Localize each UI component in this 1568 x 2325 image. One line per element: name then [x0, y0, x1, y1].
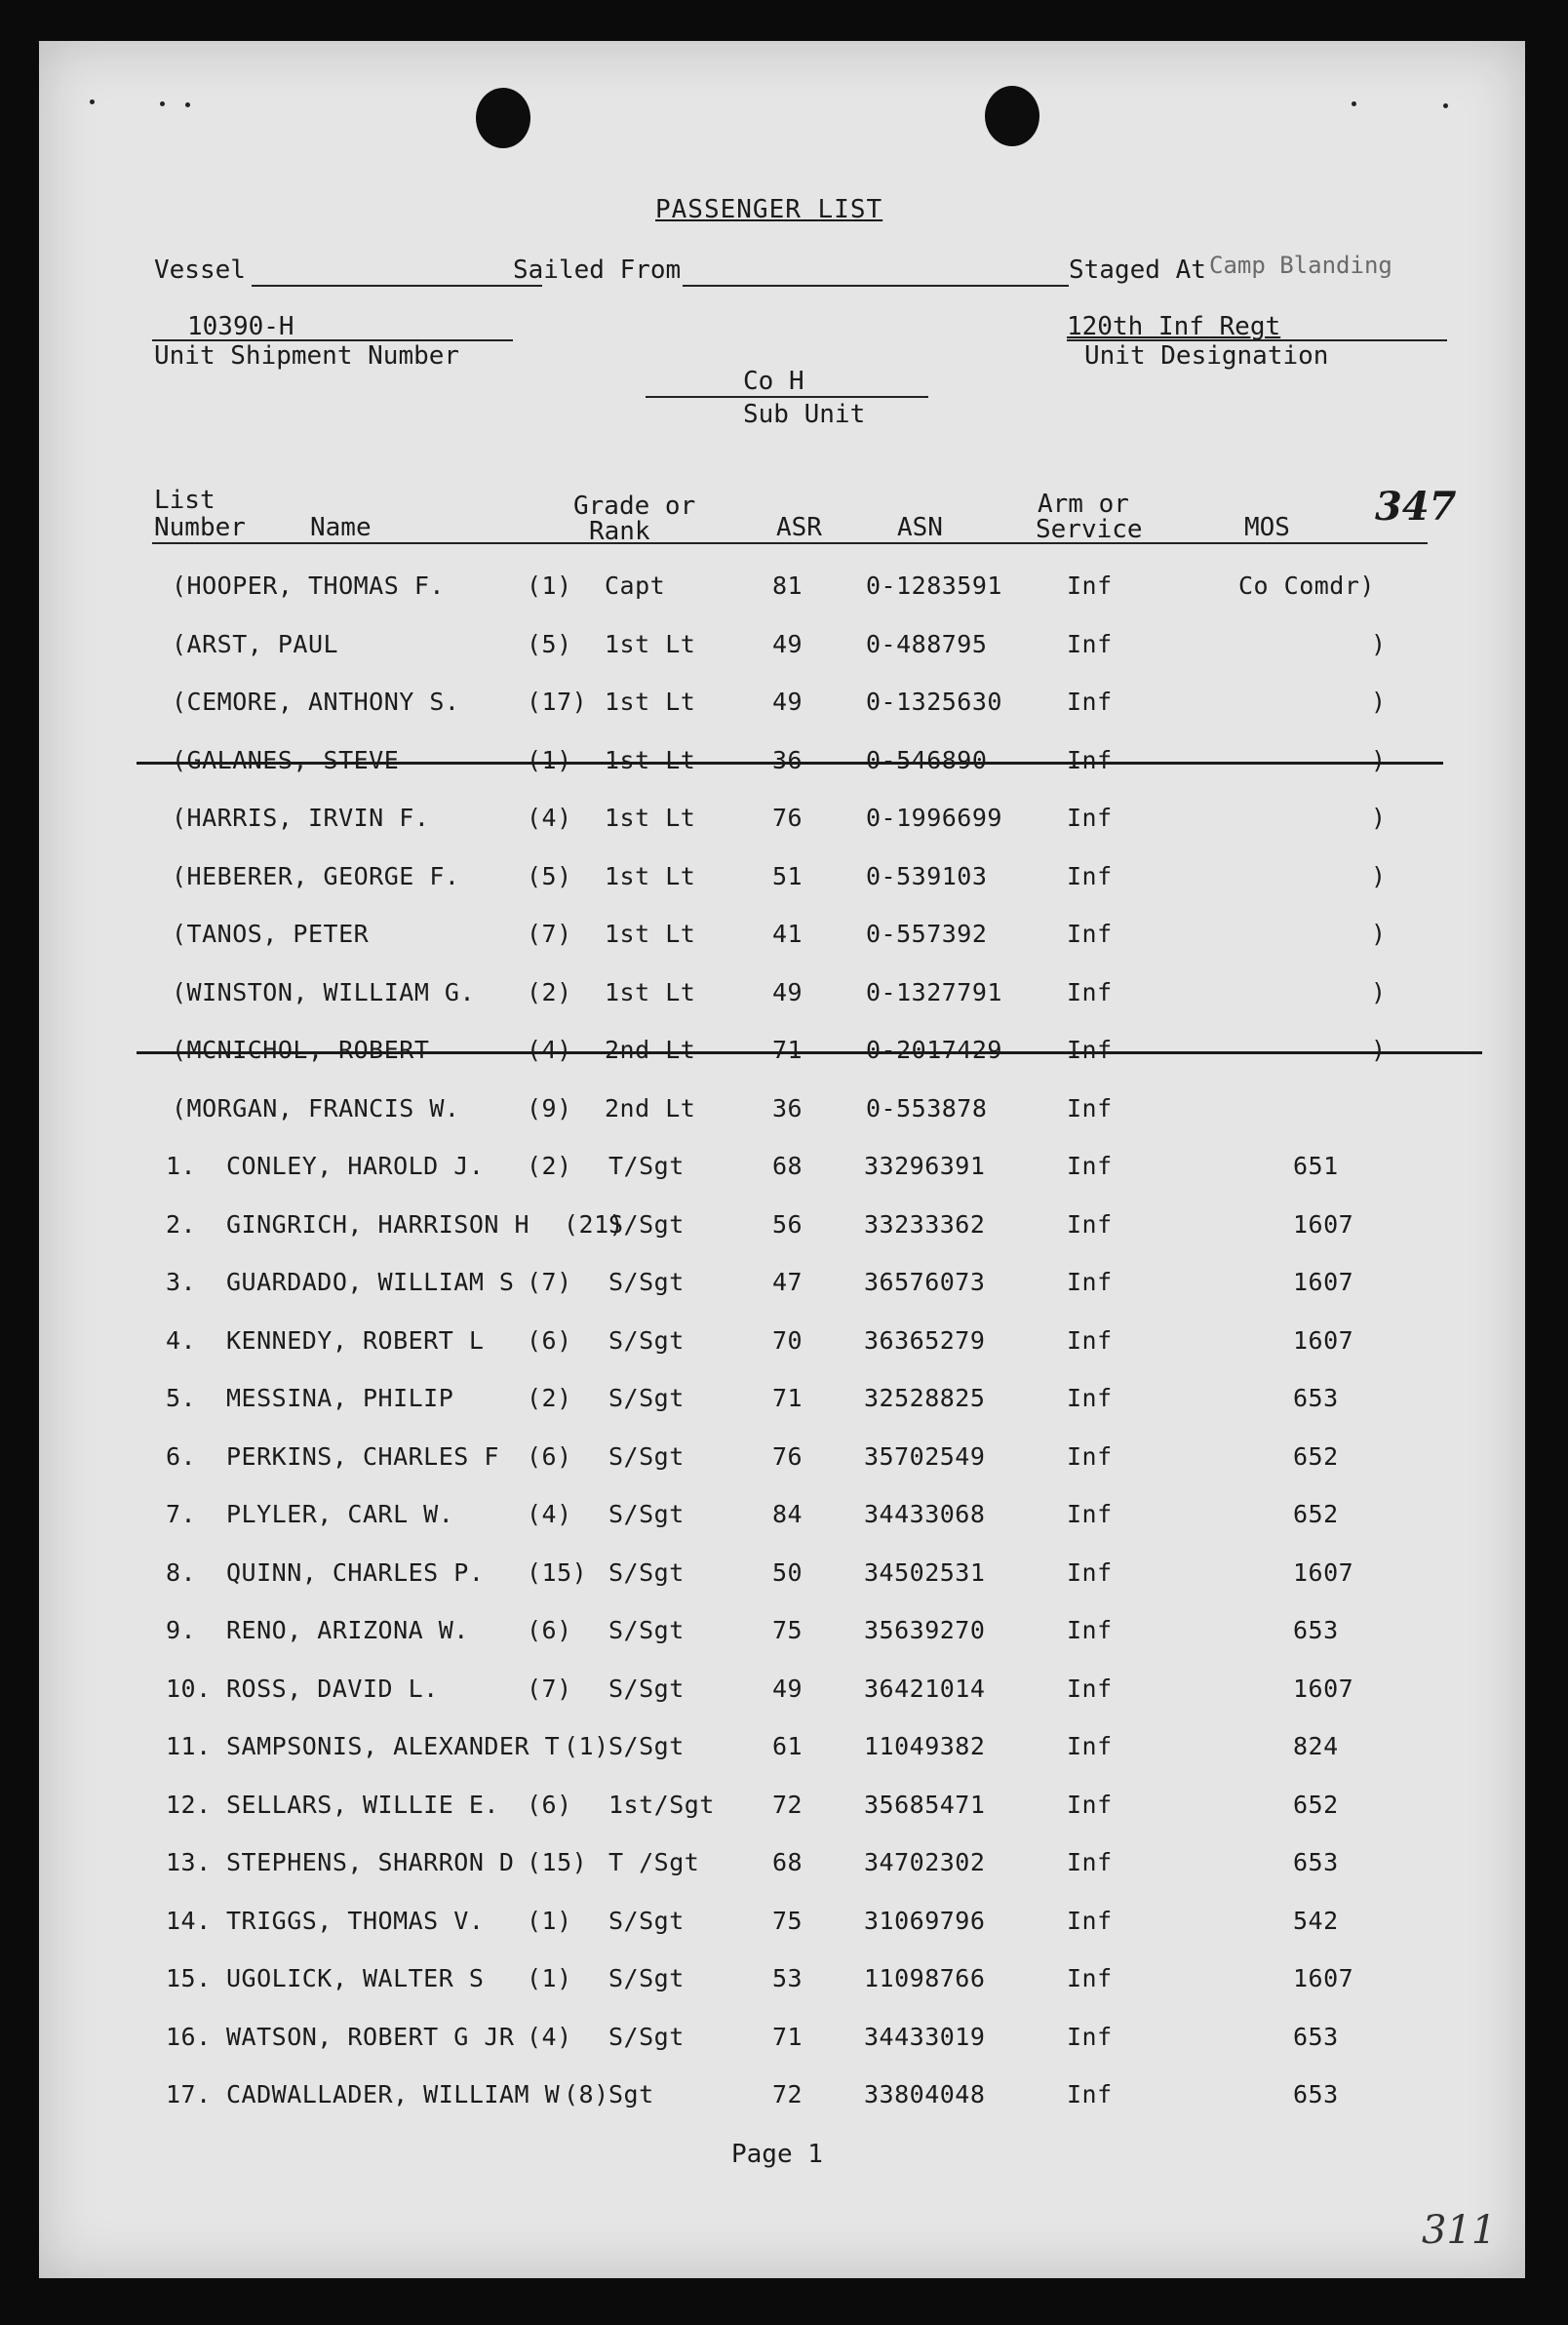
- asn-cell: 33804048: [864, 2080, 986, 2108]
- asr-cell: 49: [772, 630, 804, 658]
- name-cell: ROSS, DAVID L.: [226, 1675, 439, 1703]
- mos-cell: ): [1371, 746, 1387, 774]
- grade-cell: S/Sgt: [608, 1616, 685, 1644]
- asr-cell: 68: [772, 1848, 804, 1876]
- asn-cell: 34502531: [864, 1558, 986, 1587]
- mos-cell: 651: [1293, 1152, 1339, 1180]
- dependents-cell: (6): [527, 1326, 572, 1355]
- asr-cell: 76: [772, 804, 804, 832]
- dependents-cell: (7): [527, 1268, 572, 1296]
- col-header-asr: ASR: [776, 513, 822, 542]
- grade-cell: 2nd Lt: [605, 1036, 696, 1064]
- sailed-from-field-line: [683, 285, 1069, 287]
- mos-cell: ): [1371, 862, 1387, 890]
- grade-cell: S/Sgt: [608, 1964, 685, 1992]
- arm-cell: Inf: [1067, 1500, 1113, 1528]
- dependents-cell: (4): [527, 804, 572, 832]
- list-number-cell: 14.: [166, 1907, 212, 1935]
- mos-cell: 653: [1293, 2080, 1339, 2108]
- list-number-cell: 13.: [166, 1848, 212, 1876]
- asn-cell: 36365279: [864, 1326, 986, 1355]
- asr-cell: 71: [772, 1036, 804, 1064]
- col-header-asn: ASN: [897, 513, 943, 542]
- arm-cell: Inf: [1067, 1210, 1113, 1239]
- speck: [160, 101, 165, 106]
- arm-cell: Inf: [1067, 746, 1113, 774]
- asr-cell: 36: [772, 746, 804, 774]
- grade-cell: S/Sgt: [608, 1326, 685, 1355]
- unit-designation: 120th Inf Regt: [1067, 312, 1281, 341]
- dependents-cell: (1): [527, 1907, 572, 1935]
- name-cell: UGOLICK, WALTER S: [226, 1964, 485, 1992]
- arm-cell: Inf: [1067, 920, 1113, 948]
- grade-cell: Sgt: [608, 2080, 654, 2108]
- asn-cell: 33296391: [864, 1152, 986, 1180]
- mos-cell: 542: [1293, 1907, 1339, 1935]
- arm-cell: Inf: [1067, 1558, 1113, 1587]
- dependents-cell: (6): [527, 1442, 572, 1471]
- grade-cell: 1st Lt: [605, 688, 696, 716]
- arm-cell: Inf: [1067, 2080, 1113, 2108]
- page-number: Page 1: [731, 2140, 823, 2169]
- document-page: [39, 41, 1525, 2278]
- asn-cell: 0-1283591: [866, 571, 1002, 600]
- speck: [90, 99, 95, 104]
- grade-cell: S/Sgt: [608, 1558, 685, 1587]
- dependents-cell: (2): [527, 1152, 572, 1180]
- grade-cell: 1st Lt: [605, 630, 696, 658]
- grade-cell: S/Sgt: [608, 1732, 685, 1760]
- asr-cell: 76: [772, 1442, 804, 1471]
- speck: [1352, 101, 1356, 106]
- asr-cell: 49: [772, 1675, 804, 1703]
- dependents-cell: (9): [527, 1094, 572, 1123]
- list-number-cell: 2.: [166, 1210, 197, 1239]
- asr-cell: 72: [772, 2080, 804, 2108]
- speck: [1443, 103, 1448, 108]
- list-number-cell: 10.: [166, 1675, 212, 1703]
- unit-shipment-number: 10390-H: [187, 312, 294, 341]
- arm-cell: Inf: [1067, 1326, 1113, 1355]
- arm-cell: Inf: [1067, 1732, 1113, 1760]
- asr-cell: 49: [772, 978, 804, 1006]
- arm-cell: Inf: [1067, 1675, 1113, 1703]
- asn-cell: 35702549: [864, 1442, 986, 1471]
- asn-cell: 33233362: [864, 1210, 986, 1239]
- arm-cell: Inf: [1067, 1152, 1113, 1180]
- asn-cell: 31069796: [864, 1907, 986, 1935]
- name-cell: PERKINS, CHARLES F: [226, 1442, 499, 1471]
- mos-cell: 653: [1293, 1848, 1339, 1876]
- strikethrough-line: [137, 1051, 1482, 1054]
- dependents-cell: (4): [527, 1500, 572, 1528]
- name-cell: STEPHENS, SHARRON D: [226, 1848, 515, 1876]
- asn-cell: 34433068: [864, 1500, 986, 1528]
- arm-cell: Inf: [1067, 630, 1113, 658]
- dependents-cell: (8): [564, 2080, 609, 2108]
- name-cell: (GALANES, STEVE: [172, 746, 400, 774]
- asr-cell: 41: [772, 920, 804, 948]
- asr-cell: 53: [772, 1964, 804, 1992]
- stamp-number: 347: [1375, 484, 1457, 530]
- mos-cell: 1607: [1293, 1558, 1354, 1587]
- dependents-cell: (7): [527, 1675, 572, 1703]
- punch-hole-right: [985, 86, 1039, 146]
- name-cell: GINGRICH, HARRISON H: [226, 1210, 530, 1239]
- arm-cell: Inf: [1067, 1268, 1113, 1296]
- arm-cell: Inf: [1067, 571, 1113, 600]
- name-cell: (MORGAN, FRANCIS W.: [172, 1094, 460, 1123]
- name-cell: SAMPSONIS, ALEXANDER T: [226, 1732, 561, 1760]
- arm-cell: Inf: [1067, 1384, 1113, 1412]
- asr-cell: 72: [772, 1791, 804, 1819]
- name-cell: MESSINA, PHILIP: [226, 1384, 454, 1412]
- asr-cell: 75: [772, 1907, 804, 1935]
- asr-cell: 50: [772, 1558, 804, 1587]
- dependents-cell: (2): [527, 1384, 572, 1412]
- grade-cell: S/Sgt: [608, 1907, 685, 1935]
- grade-cell: S/Sgt: [608, 2023, 685, 2051]
- asr-cell: 71: [772, 2023, 804, 2051]
- sub-unit-line: [646, 396, 928, 398]
- name-cell: KENNEDY, ROBERT L: [226, 1326, 485, 1355]
- dependents-cell: (15): [527, 1848, 588, 1876]
- list-number-cell: 1.: [166, 1152, 197, 1180]
- list-number-cell: 4.: [166, 1326, 197, 1355]
- asn-cell: 34433019: [864, 2023, 986, 2051]
- asn-cell: 0-2017429: [866, 1036, 1002, 1064]
- asn-cell: 0-1996699: [866, 804, 1002, 832]
- asr-cell: 84: [772, 1500, 804, 1528]
- list-number-cell: 3.: [166, 1268, 197, 1296]
- mos-cell: 1607: [1293, 1675, 1354, 1703]
- arm-cell: Inf: [1067, 862, 1113, 890]
- mos-cell: 652: [1293, 1791, 1339, 1819]
- name-cell: (MCNICHOL, ROBERT: [172, 1036, 430, 1064]
- mos-cell: 653: [1293, 2023, 1339, 2051]
- grade-cell: S/Sgt: [608, 1268, 685, 1296]
- asr-cell: 36: [772, 1094, 804, 1123]
- arm-cell: Inf: [1067, 1848, 1113, 1876]
- name-cell: (ARST, PAUL: [172, 630, 339, 658]
- asn-cell: 11098766: [864, 1964, 986, 1992]
- asr-cell: 61: [772, 1732, 804, 1760]
- col-header-arm-1: Arm or: [1038, 490, 1129, 519]
- list-number-cell: 17.: [166, 2080, 212, 2108]
- asr-cell: 56: [772, 1210, 804, 1239]
- asn-cell: 36421014: [864, 1675, 986, 1703]
- asn-cell: 0-1325630: [866, 688, 1002, 716]
- dependents-cell: (1): [527, 746, 572, 774]
- dependents-cell: (21): [564, 1210, 625, 1239]
- list-number-cell: 12.: [166, 1791, 212, 1819]
- sailed-from-label: Sailed From: [513, 256, 682, 285]
- col-header-arm-2: Service: [1036, 515, 1143, 544]
- asr-cell: 75: [772, 1616, 804, 1644]
- dependents-cell: (4): [527, 2023, 572, 2051]
- arm-cell: Inf: [1067, 1964, 1113, 1992]
- list-number-cell: 11.: [166, 1732, 212, 1760]
- grade-cell: S/Sgt: [608, 1675, 685, 1703]
- grade-cell: Capt: [605, 571, 666, 600]
- header-underline: [152, 542, 1428, 544]
- arm-cell: Inf: [1067, 1094, 1113, 1123]
- grade-cell: T/Sgt: [608, 1152, 685, 1180]
- name-cell: SELLARS, WILLIE E.: [226, 1791, 499, 1819]
- list-number-cell: 5.: [166, 1384, 197, 1412]
- arm-cell: Inf: [1067, 1036, 1113, 1064]
- asn-cell: 11049382: [864, 1732, 986, 1760]
- asn-cell: 36576073: [864, 1268, 986, 1296]
- mos-cell: 1607: [1293, 1964, 1354, 1992]
- asn-cell: 0-488795: [866, 630, 988, 658]
- list-number-cell: 15.: [166, 1964, 212, 1992]
- mos-cell: 1607: [1293, 1268, 1354, 1296]
- mos-cell: 652: [1293, 1442, 1339, 1471]
- list-number-cell: 8.: [166, 1558, 197, 1587]
- asr-cell: 47: [772, 1268, 804, 1296]
- name-cell: WATSON, ROBERT G JR: [226, 2023, 515, 2051]
- arm-cell: Inf: [1067, 688, 1113, 716]
- arm-cell: Inf: [1067, 1442, 1113, 1471]
- dependents-cell: (1): [527, 571, 572, 600]
- mos-cell: ): [1371, 804, 1387, 832]
- arm-cell: Inf: [1067, 978, 1113, 1006]
- col-header-grade-2: Rank: [589, 517, 650, 546]
- asn-cell: 32528825: [864, 1384, 986, 1412]
- grade-cell: 1st Lt: [605, 862, 696, 890]
- col-header-name: Name: [310, 513, 372, 542]
- asr-cell: 68: [772, 1152, 804, 1180]
- sub-unit-value: Co H: [743, 367, 804, 396]
- strikethrough-line: [137, 762, 1443, 765]
- name-cell: (WINSTON, WILLIAM G.: [172, 978, 476, 1006]
- asn-cell: 0-1327791: [866, 978, 1002, 1006]
- col-header-number: Number: [154, 513, 246, 542]
- dependents-cell: (15): [527, 1558, 588, 1587]
- handwritten-number: 311: [1422, 2208, 1497, 2253]
- asr-cell: 51: [772, 862, 804, 890]
- name-cell: CADWALLADER, WILLIAM W: [226, 2080, 561, 2108]
- grade-cell: S/Sgt: [608, 1442, 685, 1471]
- dependents-cell: (17): [527, 688, 588, 716]
- asn-cell: 0-557392: [866, 920, 988, 948]
- unit-designation-label: Unit Designation: [1084, 341, 1329, 371]
- list-number-cell: 6.: [166, 1442, 197, 1471]
- asn-cell: 35639270: [864, 1616, 986, 1644]
- asn-cell: 0-539103: [866, 862, 988, 890]
- arm-cell: Inf: [1067, 1616, 1113, 1644]
- name-cell: RENO, ARIZONA W.: [226, 1616, 469, 1644]
- mos-cell: 652: [1293, 1500, 1339, 1528]
- name-cell: QUINN, CHARLES P.: [226, 1558, 485, 1587]
- mos-cell: Co Comdr): [1238, 571, 1375, 600]
- mos-cell: ): [1371, 920, 1387, 948]
- dependents-cell: (6): [527, 1791, 572, 1819]
- name-cell: (TANOS, PETER: [172, 920, 370, 948]
- arm-cell: Inf: [1067, 2023, 1113, 2051]
- dependents-cell: (1): [527, 1964, 572, 1992]
- asn-cell: 0-546890: [866, 746, 988, 774]
- dependents-cell: (1): [564, 1732, 609, 1760]
- col-header-mos: MOS: [1244, 513, 1290, 542]
- dependents-cell: (5): [527, 862, 572, 890]
- grade-cell: 1st Lt: [605, 804, 696, 832]
- grade-cell: S/Sgt: [608, 1210, 685, 1239]
- mos-cell: ): [1371, 630, 1387, 658]
- arm-cell: Inf: [1067, 804, 1113, 832]
- speck: [185, 102, 190, 107]
- name-cell: (HEBERER, GEORGE F.: [172, 862, 460, 890]
- vessel-field-line: [252, 285, 542, 287]
- grade-cell: T /Sgt: [608, 1848, 700, 1876]
- asn-cell: 34702302: [864, 1848, 986, 1876]
- punch-hole-left: [476, 88, 530, 148]
- dependents-cell: (6): [527, 1616, 572, 1644]
- col-header-list: List: [154, 486, 216, 515]
- asn-cell: 0-553878: [866, 1094, 988, 1123]
- grade-cell: S/Sgt: [608, 1384, 685, 1412]
- name-cell: (HOOPER, THOMAS F.: [172, 571, 445, 600]
- page-title: PASSENGER LIST: [655, 195, 883, 224]
- mos-cell: 1607: [1293, 1210, 1354, 1239]
- asn-cell: 35685471: [864, 1791, 986, 1819]
- mos-cell: 1607: [1293, 1326, 1354, 1355]
- grade-cell: S/Sgt: [608, 1500, 685, 1528]
- mos-cell: 824: [1293, 1732, 1339, 1760]
- asr-cell: 49: [772, 688, 804, 716]
- mos-cell: 653: [1293, 1616, 1339, 1644]
- mos-cell: 653: [1293, 1384, 1339, 1412]
- grade-cell: 1st Lt: [605, 920, 696, 948]
- staged-at-value: Camp Blanding: [1209, 252, 1392, 279]
- sub-unit-label: Sub Unit: [743, 400, 866, 429]
- asr-cell: 81: [772, 571, 804, 600]
- mos-cell: ): [1371, 688, 1387, 716]
- asr-cell: 71: [772, 1384, 804, 1412]
- dependents-cell: (5): [527, 630, 572, 658]
- list-number-cell: 7.: [166, 1500, 197, 1528]
- asr-cell: 70: [772, 1326, 804, 1355]
- name-cell: (CEMORE, ANTHONY S.: [172, 688, 460, 716]
- list-number-cell: 16.: [166, 2023, 212, 2051]
- staged-at-label: Staged At: [1069, 256, 1206, 285]
- name-cell: PLYLER, CARL W.: [226, 1500, 454, 1528]
- name-cell: CONLEY, HAROLD J.: [226, 1152, 485, 1180]
- dependents-cell: (4): [527, 1036, 572, 1064]
- name-cell: TRIGGS, THOMAS V.: [226, 1907, 485, 1935]
- arm-cell: Inf: [1067, 1791, 1113, 1819]
- name-cell: (HARRIS, IRVIN F.: [172, 804, 430, 832]
- name-cell: GUARDADO, WILLIAM S: [226, 1268, 515, 1296]
- dependents-cell: (7): [527, 920, 572, 948]
- col-header-grade-1: Grade or: [573, 492, 696, 521]
- list-number-cell: 9.: [166, 1616, 197, 1644]
- arm-cell: Inf: [1067, 1907, 1113, 1935]
- grade-cell: 2nd Lt: [605, 1094, 696, 1123]
- unit-shipment-label: Unit Shipment Number: [154, 341, 460, 371]
- mos-cell: ): [1371, 978, 1387, 1006]
- vessel-label: Vessel: [154, 256, 246, 285]
- grade-cell: 1st Lt: [605, 746, 696, 774]
- grade-cell: 1st/Sgt: [608, 1791, 715, 1819]
- mos-cell: ): [1371, 1036, 1387, 1064]
- dependents-cell: (2): [527, 978, 572, 1006]
- grade-cell: 1st Lt: [605, 978, 696, 1006]
